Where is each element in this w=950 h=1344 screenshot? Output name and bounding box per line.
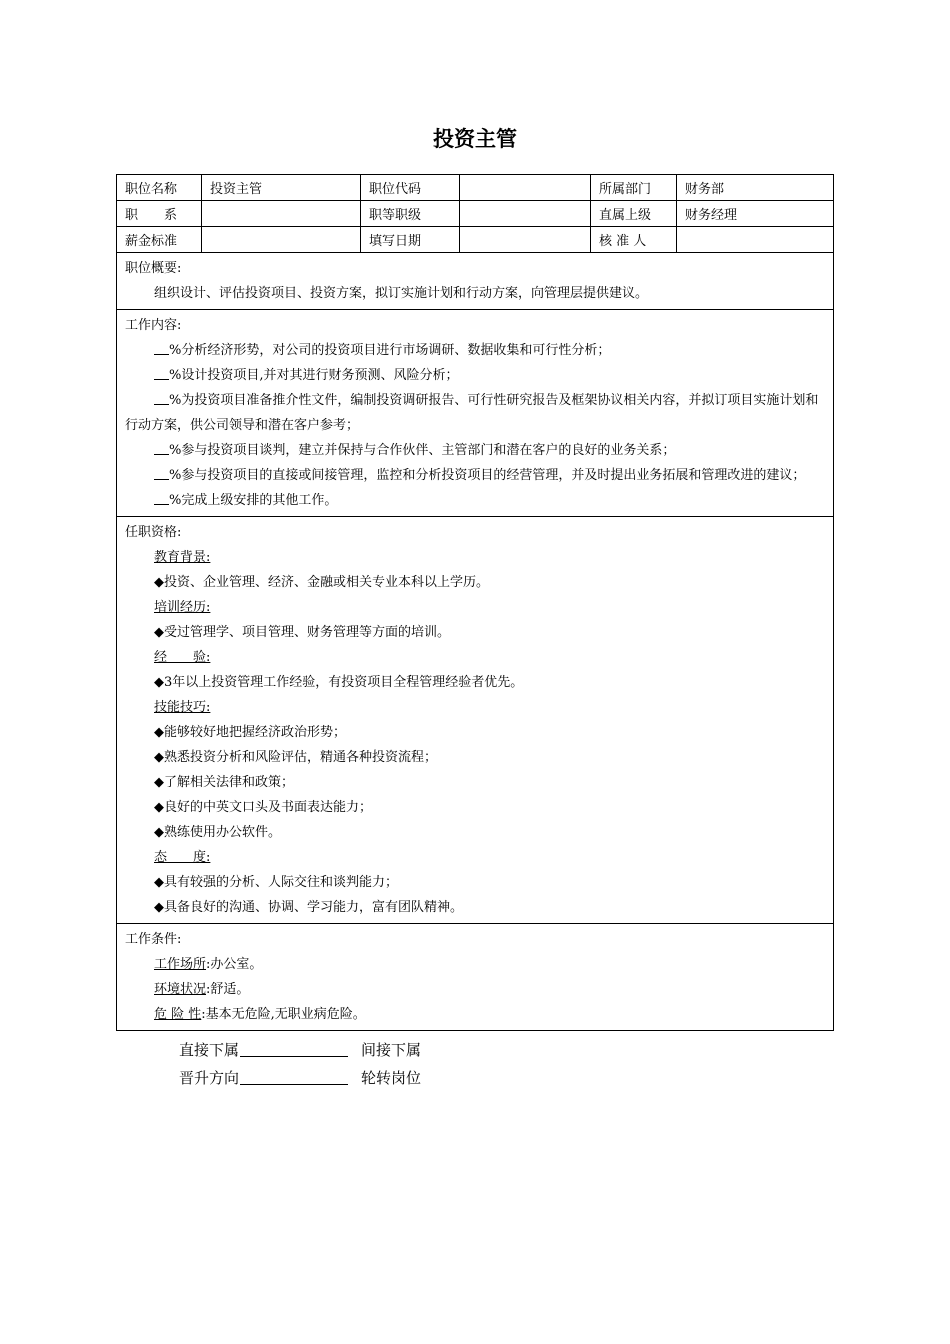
qualifications-section — [117, 517, 834, 924]
education-label: 教育背景: — [154, 550, 211, 565]
attitude-item: ◆具备良好的沟通、协调、学习能力，富有团队精神。 — [154, 900, 463, 915]
work-item: %参与投资项目谈判，建立并保持与合作伙伴、主管部门和潜在客户的良好的业务关系； — [125, 438, 825, 463]
header-row-3 — [117, 227, 834, 253]
skill-item: ◆能够较好地把握经济政治形势； — [154, 725, 346, 740]
promotion-blank — [240, 1069, 348, 1085]
overview-section — [117, 253, 834, 310]
conditions-section — [117, 924, 834, 1031]
skill-item: ◆良好的中英文口头及书面表达能力； — [154, 800, 372, 815]
place-label: 工作场所 — [154, 957, 207, 972]
supervisor-label: 直属上级 — [591, 201, 677, 227]
approver-label: 核 准 人 — [591, 227, 677, 253]
overview-text: 组织设计、评估投资项目、投资方案，拟订实施计划和行动方案，向管理层提供建议。 — [154, 286, 649, 301]
header-row-1 — [117, 175, 834, 201]
attitude-item: ◆具有较强的分析、人际交往和谈判能力； — [154, 875, 398, 890]
overview-row — [117, 253, 834, 310]
env-line — [125, 977, 825, 1002]
work-row — [117, 310, 834, 517]
work-item: %完成上级安排的其他工作。 — [125, 488, 825, 513]
work-item: %设计投资项目,并对其进行财务预测、风险分析； — [125, 363, 825, 388]
footer-line-1 — [179, 1039, 421, 1060]
department-label: 所属部门 — [591, 175, 677, 201]
indirect-subordinate-label: 间接下属 — [361, 1041, 422, 1059]
fill-date-label: 填写日期 — [361, 227, 460, 253]
qualifications-row — [117, 517, 834, 924]
direct-subordinate-label: 直接下属 — [179, 1041, 240, 1059]
risk-label: 危 险 性 — [154, 1007, 202, 1022]
place-value: :办公室。 — [206, 957, 263, 972]
position-name-value: 投资主管 — [202, 175, 361, 201]
fill-date-value — [460, 227, 591, 253]
env-value: :舒适。 — [206, 982, 250, 997]
skill-item: ◆熟练使用办公软件。 — [154, 825, 281, 840]
position-code-label: 职位代码 — [361, 175, 460, 201]
risk-value: :基本无危险,无职业病危险。 — [201, 1007, 366, 1022]
position-name-label: 职位名称 — [117, 175, 202, 201]
experience-text: ◆3年以上投资管理工作经验，有投资项目全程管理经验者优先。 — [154, 675, 524, 690]
department-value: 财务部 — [677, 175, 834, 201]
work-heading: 工作内容: — [125, 318, 182, 333]
job-description-table — [116, 174, 834, 1031]
grade-value — [460, 201, 591, 227]
approver-value — [677, 227, 834, 253]
page-title: 投资主管 — [433, 127, 517, 151]
job-family-label: 职 系 — [117, 201, 202, 227]
overview-heading: 职位概要: — [125, 261, 182, 276]
work-section — [117, 310, 834, 517]
experience-label: 经 验: — [154, 650, 211, 665]
promotion-label: 晋升方向 — [179, 1069, 240, 1087]
risk-line — [125, 1002, 825, 1027]
env-label: 环境状况 — [154, 982, 207, 997]
work-item: %分析经济形势，对公司的投资项目进行市场调研、数据收集和可行性分析； — [125, 338, 825, 363]
training-label: 培训经历: — [154, 600, 211, 615]
attitude-label: 态 度: — [154, 850, 211, 865]
conditions-row — [117, 924, 834, 1031]
education-text: ◆投资、企业管理、经济、金融或相关专业本科以上学历。 — [154, 575, 489, 590]
grade-label: 职等职级 — [361, 201, 460, 227]
header-row-2 — [117, 201, 834, 227]
rotation-label: 轮转岗位 — [361, 1069, 422, 1087]
direct-subordinate-blank — [240, 1041, 348, 1057]
training-text: ◆受过管理学、项目管理、财务管理等方面的培训。 — [154, 625, 450, 640]
work-item: %为投资项目准备推介性文件，编制投资调研报告、可行性研究报告及框架协议相关内容，并拟订项目实施计划和行动方案，供公司领导和潜在客户参考； — [125, 393, 819, 433]
place-line — [125, 952, 825, 977]
salary-value — [202, 227, 361, 253]
salary-label: 薪金标准 — [117, 227, 202, 253]
supervisor-value: 财务经理 — [677, 201, 834, 227]
skills-label: 技能技巧: — [154, 700, 211, 715]
qualifications-heading: 任职资格: — [125, 525, 182, 540]
conditions-heading: 工作条件: — [125, 932, 182, 947]
footer-line-2 — [179, 1067, 421, 1088]
skill-item: ◆熟悉投资分析和风险评估，精通各种投资流程； — [154, 750, 437, 765]
skill-item: ◆了解相关法律和政策； — [154, 775, 294, 790]
position-code-value — [460, 175, 591, 201]
work-item: %参与投资项目的直接或间接管理，监控和分析投资项目的经营管理，并及时提出业务拓展和管理改进的建议； — [125, 463, 825, 488]
job-family-value — [202, 201, 361, 227]
